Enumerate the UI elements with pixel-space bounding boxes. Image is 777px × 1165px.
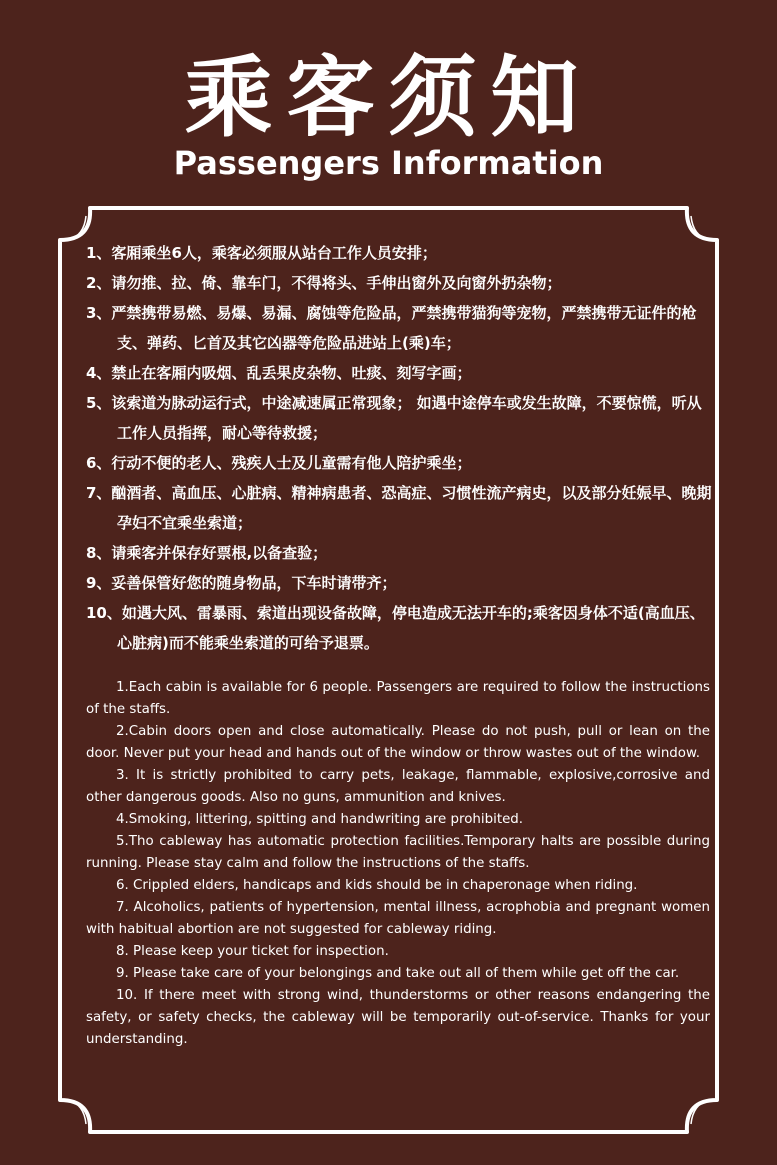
rule-en-item: 4.Smoking, littering, spitting and handwriting are prohibited. (116, 812, 524, 827)
rule-en-item: 5.Tho cableway has automatic protection facilities.Temporary halts are possible during running. Please stay calm and follow the instructions of the staffs. (86, 834, 710, 871)
rule-en-item: 1.Each cabin is available for 6 people. Passengers are required to follow the instructions of the staffs. (86, 680, 710, 717)
rule-cn-item: 2、请勿推、拉、倚、靠车门，不得将头、手伸出窗外及向窗外扔杂物； (86, 274, 562, 292)
rules-list-chinese (86, 238, 714, 658)
rule-en-item: 6. Crippled elders, handicaps and kids should be in chaperonage when riding. (116, 878, 638, 893)
rule-cn-item: 1、客厢乘坐6人，乘客必须服从站台工作人员安排； (86, 244, 437, 262)
rule-cn-item: 5、该索道为脉动运行式，中途减速属正常现象； 如遇中途停车或发生故障，不要惊慌，听从工作人员指挥，耐心等待救援； (86, 394, 702, 442)
rule-cn-item: 6、行动不便的老人、残疾人士及儿童需有他人陪护乘坐； (86, 454, 472, 472)
rule-en-item: 7. Alcoholics, patients of hypertension, mental illness, acrophobia and pregnant women with habitual abortion are not suggested for cableway riding. (86, 900, 710, 937)
rule-en-item: 3. It is strictly prohibited to carry pets, leakage, flammable, explosive,corrosive and other dangerous goods. Also no guns, ammunition and knives. (86, 768, 710, 805)
rule-cn-item: 9、妥善保管好您的随身物品，下车时请带齐； (86, 574, 397, 592)
rule-cn-item: 10、如遇大风、雷暴雨、索道出现设备故障，停电造成无法开车的;乘客因身体不适(高血压、心脏病)而不能乘坐索道的可给予退票。 (86, 604, 705, 652)
rule-en-item: 8. Please keep your ticket for inspection. (116, 944, 389, 959)
rule-cn-item: 4、禁止在客厢内吸烟、乱丢果皮杂物、吐痰、刻写字画； (86, 364, 472, 382)
rule-cn-item: 7、酗酒者、高血压、心脏病、精神病患者、恐高症、习惯性流产病史，以及部分妊娠早、晚期孕妇不宜乘坐索道； (86, 484, 712, 532)
rule-en-item: 2.Cabin doors open and close automatically. Please do not push, pull or lean on the door. Never put your head and hands out of the window or throw wastes out of the window. (86, 724, 710, 761)
rules-list-english (86, 677, 710, 1051)
rule-cn-item: 3、严禁携带易燃、易爆、易漏、腐蚀等危险品，严禁携带猫狗等宠物，严禁携带无证件的枪支、弹药、匕首及其它凶器等危险品进站上(乘)车； (86, 304, 697, 352)
page-title-english: Passengers Information (173, 144, 604, 182)
rule-cn-item: 8、请乘客并保存好票根,以备查验； (86, 544, 328, 562)
page-title-chinese: 乘客须知 (184, 46, 593, 149)
rule-en-item: 9. Please take care of your belongings and take out all of them while get off the car. (116, 966, 680, 981)
rule-en-item: 10. If there meet with strong wind, thunderstorms or other reasons endangering the safety, or safety checks, the cableway will be temporarily out-of-service. Thanks for your understanding. (86, 988, 710, 1047)
